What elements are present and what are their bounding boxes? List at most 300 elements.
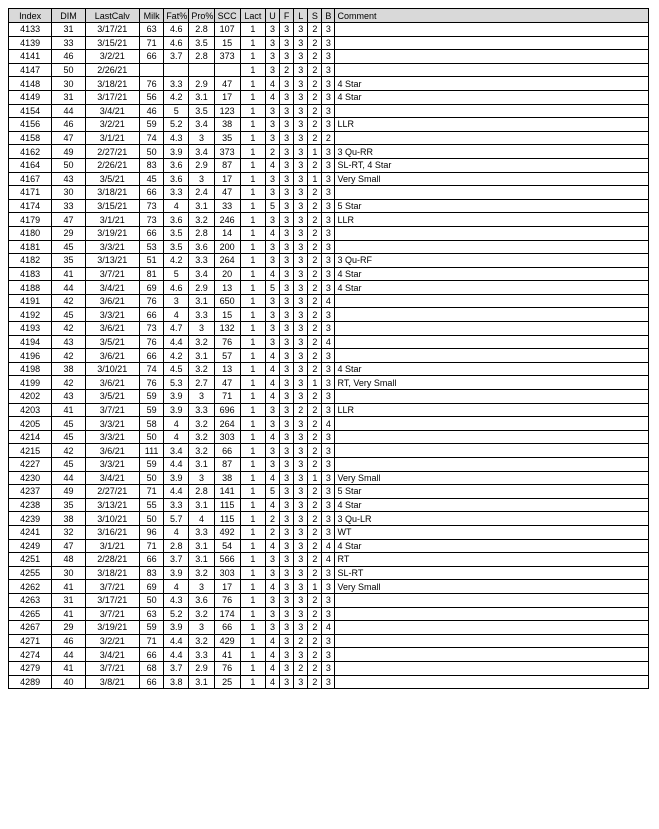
cell-b: 3 (322, 634, 335, 648)
cell-u: 3 (265, 23, 279, 37)
cell-u: 4 (265, 158, 279, 172)
cell-fat: 4.5 (164, 362, 189, 376)
cell-fat: 4.3 (164, 131, 189, 145)
cell-s: 2 (308, 104, 322, 118)
cell-fat: 4.2 (164, 90, 189, 104)
cell-dim: 42 (52, 322, 85, 336)
table-row (9, 281, 649, 295)
cell-comment (335, 131, 649, 145)
cell-l: 3 (294, 648, 308, 662)
cell-scc: 132 (214, 322, 240, 336)
column-header-pro: Pro% (189, 9, 214, 23)
cell-u: 3 (265, 403, 279, 417)
column-header-b: B (322, 9, 335, 23)
cell-u: 4 (265, 661, 279, 675)
cell-dim: 31 (52, 593, 85, 607)
column-header-scc: SCC (214, 9, 240, 23)
cell-pro: 3 (189, 172, 214, 186)
cell-lact: 1 (240, 580, 265, 594)
cell-l: 3 (294, 322, 308, 336)
cell-comment (335, 621, 649, 635)
cell-dim: 45 (52, 240, 85, 254)
cell-s: 2 (308, 322, 322, 336)
cell-scc: 47 (214, 77, 240, 91)
cell-dim: 38 (52, 362, 85, 376)
cell-s: 2 (308, 90, 322, 104)
cell-milk: 83 (140, 158, 164, 172)
cell-dim: 30 (52, 77, 85, 91)
cell-dim: 42 (52, 376, 85, 390)
cell-comment: 4 Star (335, 498, 649, 512)
cell-u: 3 (265, 308, 279, 322)
cell-pro: 3.4 (189, 267, 214, 281)
cell-lastcalv: 3/7/21 (85, 267, 139, 281)
cell-b: 3 (322, 36, 335, 50)
cell-comment: 4 Star (335, 77, 649, 91)
cell-l: 3 (294, 593, 308, 607)
cell-comment (335, 335, 649, 349)
cell-u: 3 (265, 172, 279, 186)
cell-comment (335, 417, 649, 431)
cell-f: 3 (280, 36, 294, 50)
cell-s: 2 (308, 23, 322, 37)
cell-fat: 4 (164, 308, 189, 322)
cell-milk: 69 (140, 281, 164, 295)
cell-s: 2 (308, 566, 322, 580)
cell-b: 4 (322, 335, 335, 349)
cell-lastcalv: 3/15/21 (85, 199, 139, 213)
cell-lastcalv: 3/1/21 (85, 539, 139, 553)
cell-l: 3 (294, 294, 308, 308)
cell-f: 3 (280, 430, 294, 444)
cell-fat: 4 (164, 199, 189, 213)
cell-pro: 3.2 (189, 213, 214, 227)
cell-scc: 47 (214, 376, 240, 390)
cell-s: 1 (308, 172, 322, 186)
cell-s: 2 (308, 335, 322, 349)
cell-index: 4227 (9, 458, 52, 472)
cell-f: 3 (280, 240, 294, 254)
cell-lact: 1 (240, 36, 265, 50)
cell-dim: 49 (52, 145, 85, 159)
cell-lact: 1 (240, 593, 265, 607)
cell-f: 3 (280, 661, 294, 675)
cell-s: 1 (308, 580, 322, 594)
table-row (9, 335, 649, 349)
cell-index: 4133 (9, 23, 52, 37)
cell-s: 1 (308, 471, 322, 485)
cell-f: 3 (280, 593, 294, 607)
cell-b: 3 (322, 512, 335, 526)
cell-b: 3 (322, 471, 335, 485)
cell-lact: 1 (240, 498, 265, 512)
cell-s: 2 (308, 118, 322, 132)
cell-milk: 76 (140, 335, 164, 349)
cell-f: 3 (280, 539, 294, 553)
table-row (9, 131, 649, 145)
cell-f: 3 (280, 104, 294, 118)
cell-l: 3 (294, 621, 308, 635)
cell-u: 4 (265, 267, 279, 281)
table-row (9, 118, 649, 132)
cell-u: 4 (265, 349, 279, 363)
cell-comment: LLR (335, 118, 649, 132)
table-row (9, 675, 649, 689)
cell-scc: 107 (214, 23, 240, 37)
cell-dim: 29 (52, 226, 85, 240)
cell-f: 3 (280, 525, 294, 539)
table-row (9, 593, 649, 607)
cell-scc: 492 (214, 525, 240, 539)
cell-f: 3 (280, 158, 294, 172)
cell-b: 2 (322, 131, 335, 145)
cell-l: 3 (294, 512, 308, 526)
cell-s: 2 (308, 593, 322, 607)
table-row (9, 390, 649, 404)
cell-milk: 50 (140, 430, 164, 444)
cell-f: 3 (280, 172, 294, 186)
cell-l: 2 (294, 661, 308, 675)
cell-dim: 47 (52, 539, 85, 553)
cell-dim: 31 (52, 90, 85, 104)
cell-b: 3 (322, 566, 335, 580)
cell-lact: 1 (240, 376, 265, 390)
cell-pro: 3.4 (189, 145, 214, 159)
cell-l: 3 (294, 145, 308, 159)
cell-scc: 246 (214, 213, 240, 227)
cell-index: 4203 (9, 403, 52, 417)
table-row (9, 648, 649, 662)
cell-pro: 3.1 (189, 199, 214, 213)
column-header-s: S (308, 9, 322, 23)
cell-lact: 1 (240, 621, 265, 635)
cell-pro: 2.8 (189, 50, 214, 64)
cell-f: 3 (280, 498, 294, 512)
cell-u: 5 (265, 199, 279, 213)
cell-s: 2 (308, 512, 322, 526)
cell-l: 3 (294, 63, 308, 77)
cell-milk: 66 (140, 226, 164, 240)
column-header-dim: DIM (52, 9, 85, 23)
cell-scc: 76 (214, 593, 240, 607)
cell-milk: 51 (140, 254, 164, 268)
cell-b: 3 (322, 580, 335, 594)
cell-comment: 3 Qu-RR (335, 145, 649, 159)
table-row (9, 308, 649, 322)
cell-l: 3 (294, 77, 308, 91)
cell-s: 2 (308, 240, 322, 254)
cell-comment (335, 593, 649, 607)
cell-u: 3 (265, 186, 279, 200)
cell-lact: 1 (240, 634, 265, 648)
table-row (9, 254, 649, 268)
cell-scc: 66 (214, 621, 240, 635)
cell-fat: 5 (164, 267, 189, 281)
cell-lact: 1 (240, 77, 265, 91)
cell-b: 3 (322, 172, 335, 186)
cell-fat: 4.4 (164, 335, 189, 349)
cell-u: 4 (265, 362, 279, 376)
table-row (9, 104, 649, 118)
cell-dim: 41 (52, 607, 85, 621)
cell-milk: 50 (140, 512, 164, 526)
cell-comment: RT (335, 553, 649, 567)
cell-index: 4164 (9, 158, 52, 172)
cell-comment (335, 36, 649, 50)
cell-fat: 3.9 (164, 566, 189, 580)
cell-fat: 4.6 (164, 36, 189, 50)
cell-f: 3 (280, 471, 294, 485)
cell-b: 3 (322, 661, 335, 675)
cell-fat: 4.6 (164, 23, 189, 37)
table-row (9, 158, 649, 172)
column-header-l: L (294, 9, 308, 23)
column-header-fat: Fat% (164, 9, 189, 23)
table-row (9, 417, 649, 431)
cell-milk: 45 (140, 172, 164, 186)
cell-b: 4 (322, 621, 335, 635)
cell-scc: 66 (214, 444, 240, 458)
cell-u: 3 (265, 240, 279, 254)
cell-lastcalv: 2/26/21 (85, 63, 139, 77)
cell-fat (164, 63, 189, 77)
cell-scc: 696 (214, 403, 240, 417)
cell-pro: 3.6 (189, 240, 214, 254)
cell-scc: 87 (214, 158, 240, 172)
cell-comment (335, 648, 649, 662)
column-header-comment: Comment (335, 9, 649, 23)
cell-lastcalv: 3/10/21 (85, 362, 139, 376)
cell-milk: 74 (140, 362, 164, 376)
cell-pro: 3.3 (189, 525, 214, 539)
cell-lastcalv: 3/17/21 (85, 593, 139, 607)
cell-s: 2 (308, 444, 322, 458)
cell-s: 2 (308, 607, 322, 621)
cell-lact: 1 (240, 104, 265, 118)
cell-dim: 41 (52, 267, 85, 281)
cell-f: 3 (280, 648, 294, 662)
cell-milk: 71 (140, 485, 164, 499)
cell-l: 3 (294, 90, 308, 104)
cell-f: 3 (280, 512, 294, 526)
cell-lact: 1 (240, 63, 265, 77)
cell-fat: 4 (164, 580, 189, 594)
cell-fat: 4 (164, 417, 189, 431)
cell-fat: 3.7 (164, 661, 189, 675)
cell-lastcalv: 3/5/21 (85, 335, 139, 349)
cell-b: 3 (322, 281, 335, 295)
cell-fat: 4.7 (164, 322, 189, 336)
cell-l: 3 (294, 607, 308, 621)
cell-dim: 33 (52, 36, 85, 50)
cell-index: 4205 (9, 417, 52, 431)
table-row (9, 199, 649, 213)
cell-f: 3 (280, 213, 294, 227)
cell-pro: 3.3 (189, 648, 214, 662)
cell-lastcalv: 3/6/21 (85, 349, 139, 363)
cell-lact: 1 (240, 172, 265, 186)
cell-f: 3 (280, 403, 294, 417)
cell-fat: 2.8 (164, 539, 189, 553)
cell-u: 3 (265, 254, 279, 268)
cell-lact: 1 (240, 403, 265, 417)
cell-lastcalv: 3/15/21 (85, 36, 139, 50)
cell-lastcalv: 3/7/21 (85, 607, 139, 621)
cell-milk: 59 (140, 390, 164, 404)
cell-index: 4141 (9, 50, 52, 64)
cell-fat: 3.9 (164, 390, 189, 404)
cell-u: 3 (265, 593, 279, 607)
cell-index: 4198 (9, 362, 52, 376)
cell-comment (335, 240, 649, 254)
cell-index: 4267 (9, 621, 52, 635)
cell-lastcalv: 2/27/21 (85, 145, 139, 159)
cell-b: 4 (322, 417, 335, 431)
cell-milk: 50 (140, 593, 164, 607)
cell-lastcalv: 2/27/21 (85, 485, 139, 499)
cell-milk: 50 (140, 145, 164, 159)
cell-fat: 3.3 (164, 77, 189, 91)
cell-b: 3 (322, 104, 335, 118)
cell-lact: 1 (240, 444, 265, 458)
cell-milk: 66 (140, 648, 164, 662)
cell-lastcalv: 3/13/21 (85, 254, 139, 268)
cell-milk: 59 (140, 118, 164, 132)
cell-lastcalv: 3/18/21 (85, 186, 139, 200)
cell-b: 3 (322, 675, 335, 689)
table-row (9, 539, 649, 553)
table-row (9, 621, 649, 635)
cell-scc: 373 (214, 50, 240, 64)
cell-milk: 55 (140, 498, 164, 512)
cell-s: 2 (308, 539, 322, 553)
cell-pro: 3 (189, 322, 214, 336)
cell-f: 3 (280, 621, 294, 635)
cell-l: 3 (294, 430, 308, 444)
cell-lact: 1 (240, 417, 265, 431)
cell-fat: 3.6 (164, 158, 189, 172)
table-row (9, 50, 649, 64)
table-body (9, 23, 649, 689)
cell-index: 4182 (9, 254, 52, 268)
column-header-lastcalv: LastCalv (85, 9, 139, 23)
cell-fat: 4 (164, 430, 189, 444)
cell-f: 3 (280, 376, 294, 390)
cell-u: 4 (265, 376, 279, 390)
cell-comment (335, 104, 649, 118)
cell-index: 4192 (9, 308, 52, 322)
cell-comment: LLR (335, 403, 649, 417)
cell-index: 4199 (9, 376, 52, 390)
cell-lact: 1 (240, 553, 265, 567)
cell-comment: 3 Qu-RF (335, 254, 649, 268)
cell-u: 3 (265, 63, 279, 77)
cell-comment (335, 390, 649, 404)
cell-dim: 44 (52, 281, 85, 295)
cell-dim: 44 (52, 104, 85, 118)
table-header (9, 9, 649, 23)
cell-l: 3 (294, 675, 308, 689)
cell-b: 3 (322, 349, 335, 363)
cell-u: 3 (265, 294, 279, 308)
cell-comment (335, 63, 649, 77)
cell-pro: 4 (189, 512, 214, 526)
cell-s: 2 (308, 199, 322, 213)
cell-s: 2 (308, 131, 322, 145)
cell-f: 3 (280, 23, 294, 37)
cell-index: 4249 (9, 539, 52, 553)
cell-dim: 41 (52, 661, 85, 675)
cell-s: 1 (308, 145, 322, 159)
cell-dim: 45 (52, 417, 85, 431)
table-row (9, 186, 649, 200)
cell-lact: 1 (240, 145, 265, 159)
cell-dim: 48 (52, 553, 85, 567)
cell-dim: 43 (52, 390, 85, 404)
cell-s: 2 (308, 226, 322, 240)
cell-u: 5 (265, 485, 279, 499)
cell-lact: 1 (240, 471, 265, 485)
cell-scc: 47 (214, 186, 240, 200)
cell-s: 2 (308, 294, 322, 308)
cell-pro: 2.9 (189, 77, 214, 91)
cell-fat: 3.3 (164, 186, 189, 200)
cell-fat: 4 (164, 525, 189, 539)
cell-u: 4 (265, 648, 279, 662)
cell-lastcalv: 3/2/21 (85, 118, 139, 132)
table-row (9, 485, 649, 499)
table-row (9, 294, 649, 308)
cell-l: 3 (294, 131, 308, 145)
cell-fat: 4.4 (164, 458, 189, 472)
cell-u: 3 (265, 213, 279, 227)
cell-b: 3 (322, 403, 335, 417)
cell-fat: 5.7 (164, 512, 189, 526)
cell-index: 4167 (9, 172, 52, 186)
cell-scc: 13 (214, 362, 240, 376)
cell-lastcalv: 3/1/21 (85, 213, 139, 227)
cell-lact: 1 (240, 158, 265, 172)
cell-index: 4181 (9, 240, 52, 254)
table-row (9, 240, 649, 254)
cell-comment: WT (335, 525, 649, 539)
cell-pro: 2.9 (189, 281, 214, 295)
cell-dim: 47 (52, 131, 85, 145)
cell-fat: 3 (164, 294, 189, 308)
cell-index: 4194 (9, 335, 52, 349)
cell-lastcalv: 3/17/21 (85, 23, 139, 37)
cell-lastcalv: 3/18/21 (85, 77, 139, 91)
cell-fat: 3.8 (164, 675, 189, 689)
cell-fat: 4.3 (164, 593, 189, 607)
column-header-f: F (280, 9, 294, 23)
cell-dim: 45 (52, 308, 85, 322)
table-row (9, 553, 649, 567)
cell-f: 3 (280, 281, 294, 295)
cell-scc: 264 (214, 254, 240, 268)
cell-scc: 566 (214, 553, 240, 567)
cell-lastcalv: 3/19/21 (85, 226, 139, 240)
cell-index: 4191 (9, 294, 52, 308)
cell-lact: 1 (240, 349, 265, 363)
cell-lastcalv: 3/13/21 (85, 498, 139, 512)
cell-s: 2 (308, 362, 322, 376)
cell-f: 3 (280, 294, 294, 308)
cell-dim: 44 (52, 648, 85, 662)
cell-milk: 69 (140, 580, 164, 594)
cell-s: 2 (308, 553, 322, 567)
cell-lact: 1 (240, 213, 265, 227)
